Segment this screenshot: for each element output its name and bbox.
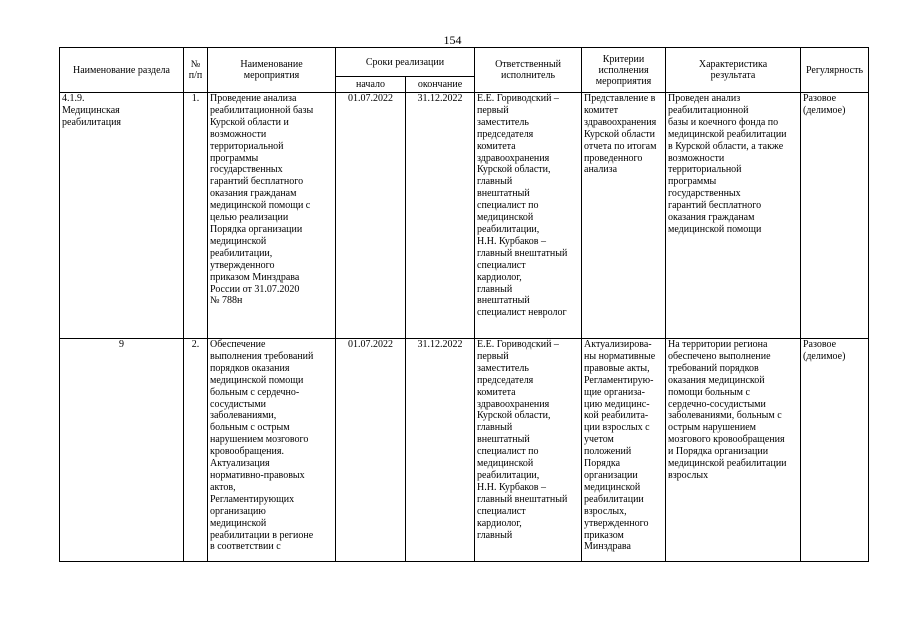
cell-result: Проведен анализ реабилитационной базы и коечного фонда по медицинской реабилитации в Курской области, а также возможности территориальной программы государственных гарантий бесплатного оказания гражданам медицинской помощи (666, 93, 801, 339)
header-start: начало (336, 77, 406, 93)
cell-result: На территории региона обеспечено выполнение требований порядков оказания медицинской помощи больным с сердечно-сосудистыми заболеваниями, больным с острым нарушением мозгового кровообращения и Порядка организации медицинской реабилитации взрослых (666, 339, 801, 562)
cell-responsible: Е.Е. Гориводский – первый заместитель председателя комитета здравоохранения Курской области, главный внештатный специалист по медицинской реабилитации, Н.Н. Курбаков – главный внештатный специалист кардиолог, главный (475, 339, 582, 562)
cell-regularity: Разовое (делимое) (801, 93, 869, 339)
header-num: № п/п (184, 48, 208, 93)
cell-end: 31.12.2022 (406, 93, 475, 339)
cell-end: 31.12.2022 (406, 339, 475, 562)
cell-section: 9 (60, 339, 184, 562)
cell-event: Обеспечение выполнения требований порядков оказания медицинской помощи больным с сердечно- сосудистыми заболеваниями, больным с острым нарушением мозгового кровообращения. Актуализация нормативно-правовых актов, Регламентирующих организацию медицинской реабилитации в регионе в соответствии с (208, 339, 336, 562)
cell-start: 01.07.2022 (336, 93, 406, 339)
header-deadlines: Сроки реализации (336, 48, 475, 77)
cell-start: 01.07.2022 (336, 339, 406, 562)
header-result: Характеристика результата (666, 48, 801, 93)
cell-responsible: Е.Е. Гориводский – первый заместитель председателя комитета здравоохранения Курской области, главный внештатный специалист по медицинской реабилитации, Н.Н. Курбаков – главный внештатный специалист кардиолог, главный внештатный специалист невролог (475, 93, 582, 339)
cell-num: 2. (184, 339, 208, 562)
cell-criteria: Представление в комитет здравоохранения Курской области отчета по итогам проведенного анализа (582, 93, 666, 339)
measures-table (59, 47, 869, 562)
cell-criteria: Актуализирова- ны нормативные правовые акты, Регламентирую- щие организа- цию медицинс- кой реабилита- ции взрослых с учетом положений Порядка организации медицинской реабилитации взрослых, утвержденного приказом Минздрава (582, 339, 666, 562)
header-event: Наименование мероприятия (208, 48, 336, 93)
header-responsible: Ответственный исполнитель (475, 48, 582, 93)
table-row (60, 339, 869, 562)
header-section: Наименование раздела (60, 48, 184, 93)
page-number: 154 (443, 33, 462, 47)
table-row (60, 93, 869, 339)
cell-event: Проведение анализа реабилитационной базы Курской области и возможности территориальной программы государственных гарантий бесплатного оказания гражданам медицинской помощи с целью реализации Порядка организации медицинской реабилитации, утвержденного приказом Минздрава России от 31.07.2020 № 788н (208, 93, 336, 339)
header-regularity: Регулярность (801, 48, 869, 93)
cell-section: 4.1.9. Медицинская реабилитация (60, 93, 184, 339)
cell-num: 1. (184, 93, 208, 339)
header-row (60, 48, 869, 77)
header-end: окончание (406, 77, 475, 93)
header-criteria: Критерии исполнения мероприятия (582, 48, 666, 93)
cell-regularity: Разовое (делимое) (801, 339, 869, 562)
